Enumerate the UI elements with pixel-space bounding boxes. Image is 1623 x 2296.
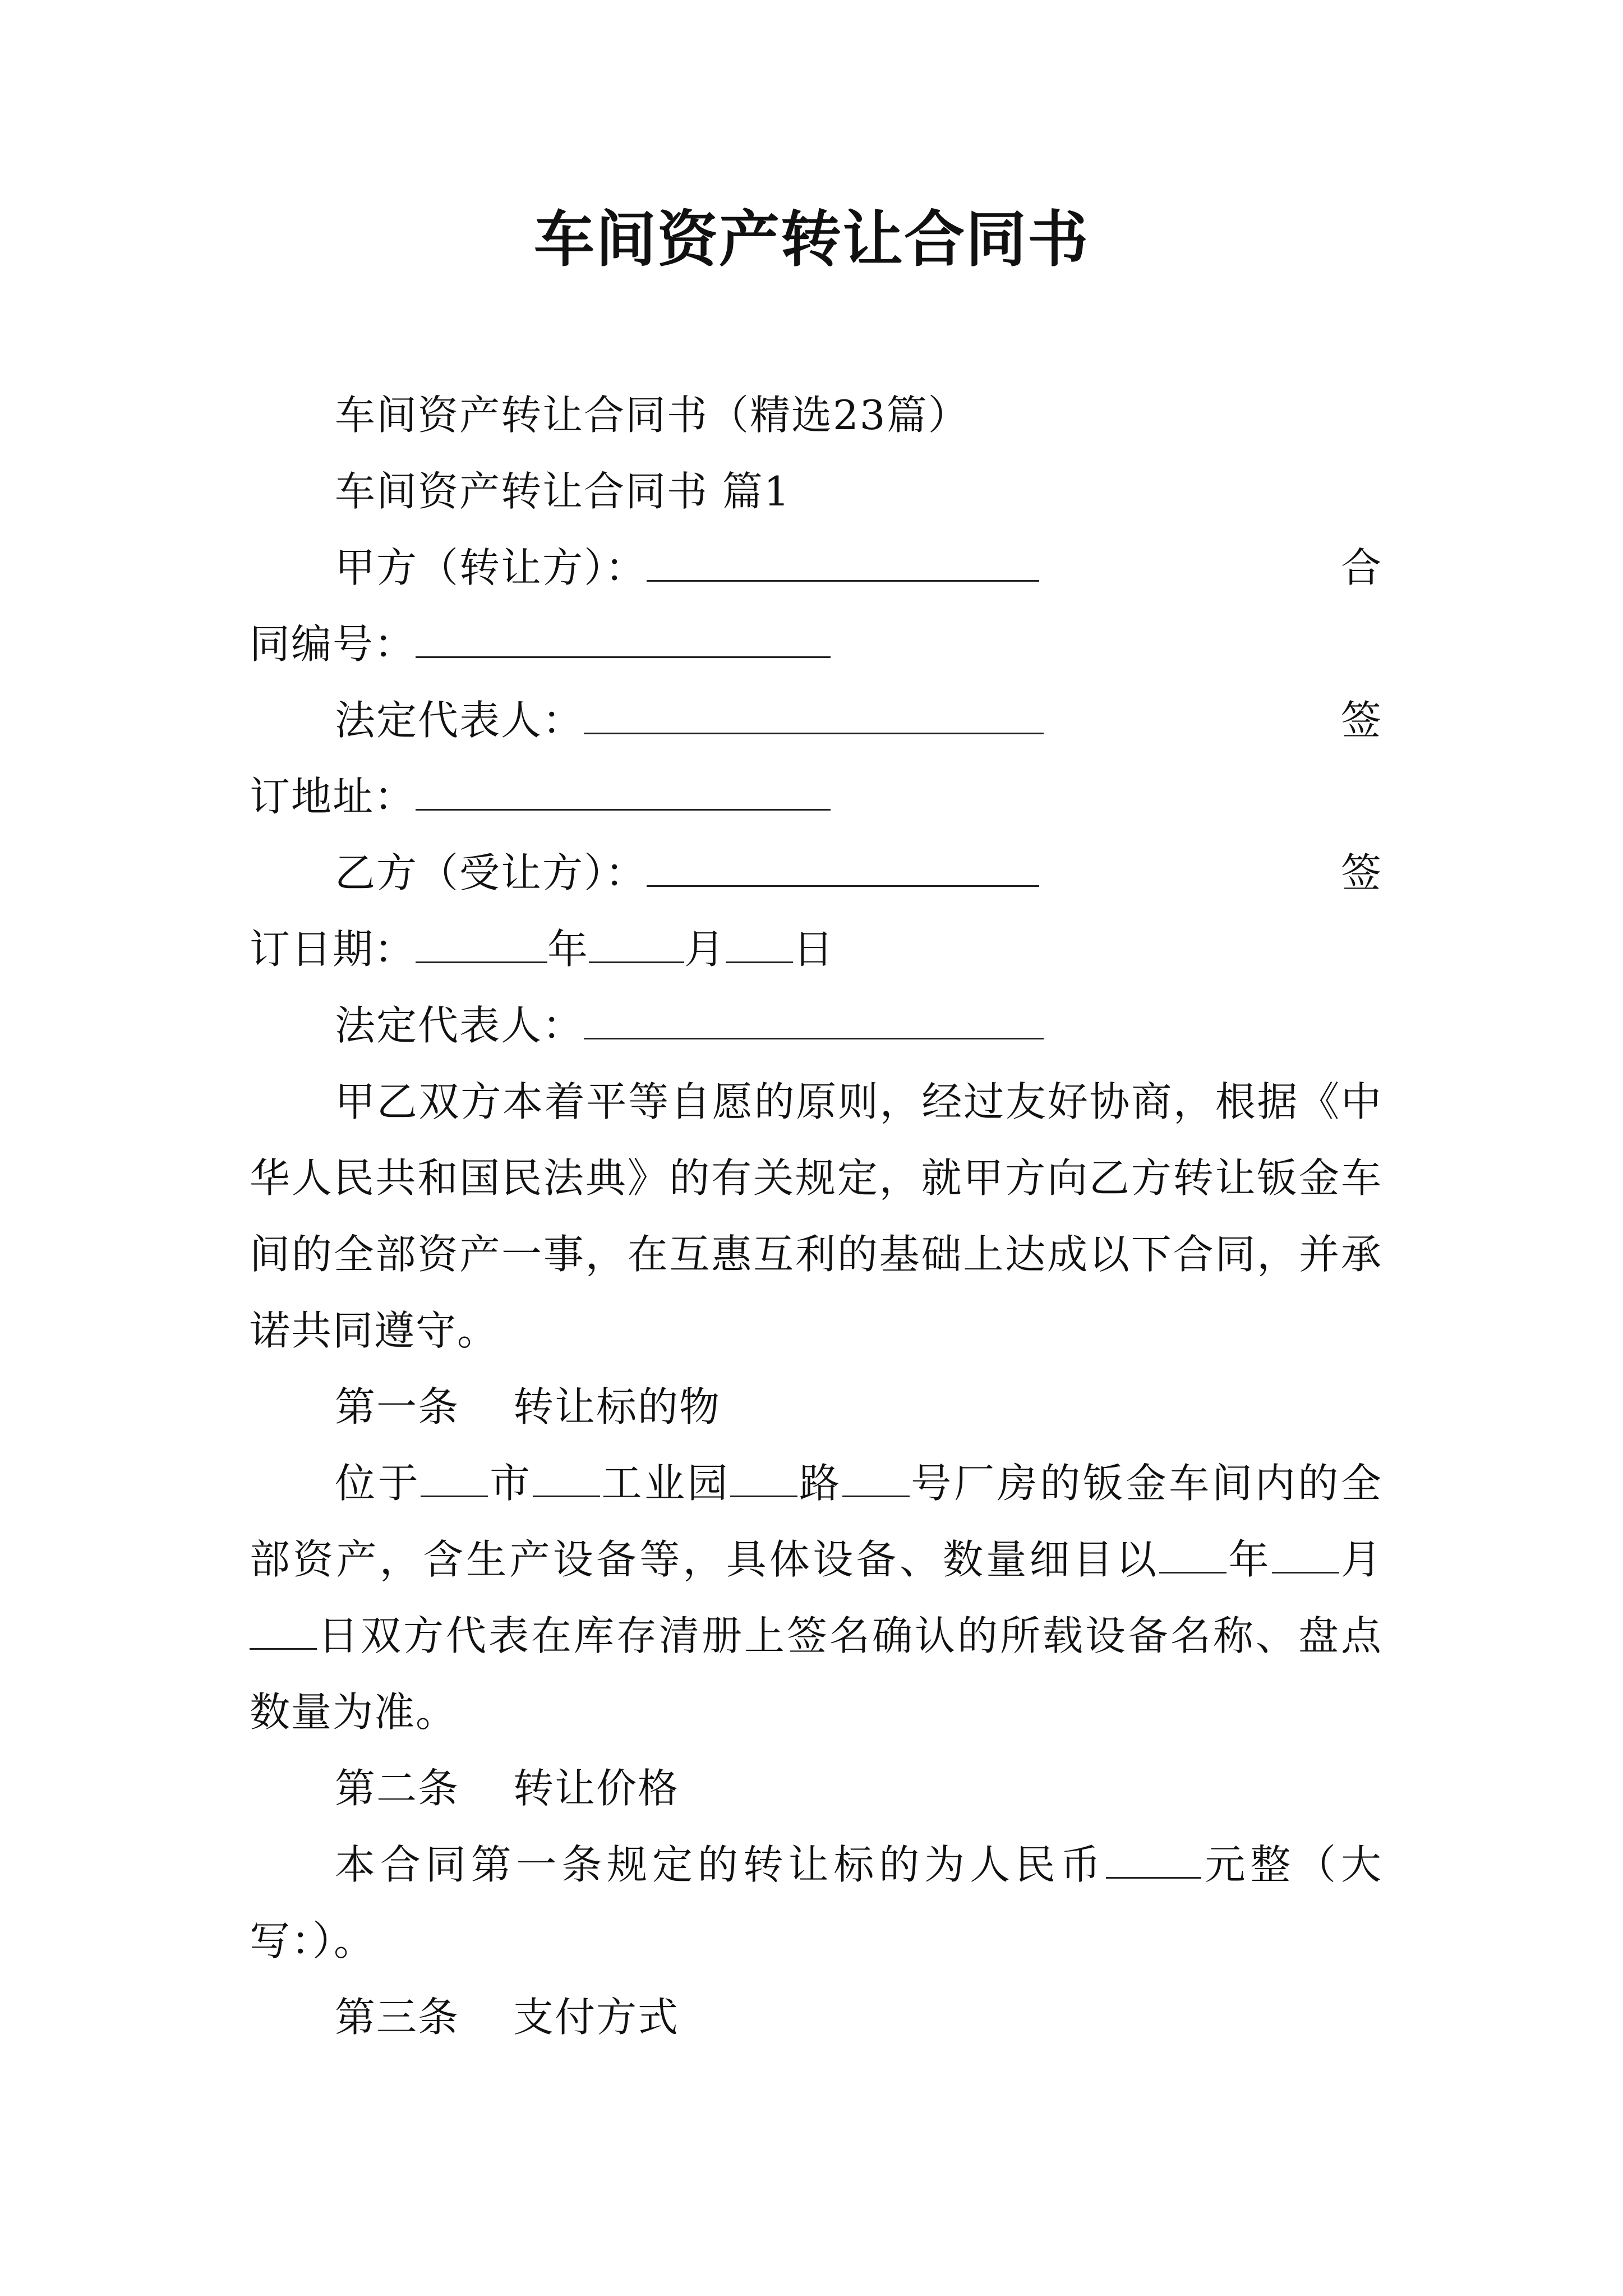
sign-date-label-head: 签 (1340, 849, 1382, 896)
article-1-text-4: 路 (797, 1460, 842, 1507)
article-1-text-6: 年 (1227, 1536, 1272, 1583)
inventory-day-blank[interactable] (250, 1614, 317, 1650)
sign-date-label-tail: 订日期： (250, 926, 416, 973)
article-1-text-2: 市 (488, 1460, 533, 1507)
contract-no-row (250, 606, 1382, 682)
article-3-number: 第三条 (335, 1994, 460, 2041)
sign-addr-row (250, 758, 1382, 835)
party-b-row (250, 835, 1382, 911)
sign-day-blank[interactable] (726, 928, 793, 963)
article-3-title: 支付方式 (513, 1994, 680, 2041)
article-2-title: 转让价格 (513, 1765, 680, 1812)
inventory-year-blank[interactable] (1159, 1538, 1227, 1573)
article-1-number: 第一条 (335, 1383, 460, 1430)
party-a-rep-row (250, 682, 1382, 758)
sign-addr-blank[interactable] (416, 775, 831, 811)
party-a-rep-blank[interactable] (584, 699, 1044, 734)
party-b-rep-row (250, 987, 1382, 1064)
sign-month-label: 月 (684, 926, 726, 973)
article-2-heading (250, 1750, 1382, 1826)
article-1-paragraph (250, 1445, 1382, 1750)
sign-date-row (250, 911, 1382, 987)
party-b-blank[interactable] (647, 852, 1039, 887)
number-blank[interactable] (842, 1462, 910, 1497)
party-b-rep-label: 法定代表人： (335, 1002, 584, 1049)
subtitle: 车间资产转让合同书（精选23篇） (335, 392, 970, 439)
section-heading: 车间资产转让合同书 篇1 (335, 468, 791, 515)
article-2-paragraph (250, 1826, 1382, 1979)
city-blank[interactable] (421, 1462, 488, 1497)
article-2-number: 第二条 (335, 1765, 460, 1812)
road-blank[interactable] (730, 1462, 797, 1497)
contract-no-label-tail: 同编号： (250, 620, 416, 668)
contract-no-label-head: 合 (1340, 544, 1382, 591)
article-1-text-1: 位于 (335, 1460, 421, 1507)
sign-addr-label-head: 签 (1340, 697, 1382, 744)
article-3-heading (250, 1979, 1382, 2055)
party-b-label: 乙方（受让方）： (335, 849, 647, 896)
sign-year-label: 年 (547, 926, 589, 973)
sign-day-label: 日 (793, 926, 835, 973)
article-1-title: 转让标的物 (513, 1383, 721, 1430)
party-a-blank[interactable] (647, 546, 1039, 582)
article-1-text-7: 月 (1339, 1536, 1382, 1583)
party-a-label: 甲方（转让方）： (335, 544, 647, 591)
inventory-month-blank[interactable] (1272, 1538, 1339, 1573)
party-b-field (335, 835, 1039, 911)
price-blank[interactable] (1106, 1843, 1201, 1879)
sign-year-blank[interactable] (416, 928, 547, 963)
article-1-text-3: 工业园 (600, 1460, 731, 1507)
party-a-field (335, 530, 1039, 606)
document-title: 车间资产转让合同书 (533, 204, 1089, 275)
contract-no-blank[interactable] (416, 623, 831, 658)
article-1-text-5: 号厂房的钣金车间内的全部资产，含生产设备等，具体设备、数量细目以 (250, 1460, 1382, 1583)
sign-addr-label-tail: 订地址： (250, 773, 416, 820)
party-a-row (250, 530, 1382, 606)
article-1-text-8: 日双方代表在库存清册上签名确认的所载设备名称、盘点数量为准。 (250, 1612, 1382, 1736)
park-blank[interactable] (533, 1462, 600, 1497)
sign-month-blank[interactable] (589, 928, 684, 963)
document-body (250, 377, 1382, 2055)
article-2-text-1: 本合同第一条规定的转让标的为人民币 (335, 1841, 1106, 1888)
intro-paragraph: 甲乙双方本着平等自愿的原则，经过友好协商，根据《中华人民共和国民法典》的有关规定，就甲方向乙方转让钣金车间的全部资产一事，在互惠互利的基础上达成以下合同，并承诺共同遵守。 (250, 1078, 1382, 1354)
article-2-text-2: 元整（大写：）。 (250, 1841, 1382, 1964)
party-b-rep-blank[interactable] (584, 1004, 1044, 1039)
article-1-heading (250, 1369, 1382, 1445)
party-a-rep-field (335, 682, 1044, 758)
party-a-rep-label: 法定代表人： (335, 697, 584, 744)
